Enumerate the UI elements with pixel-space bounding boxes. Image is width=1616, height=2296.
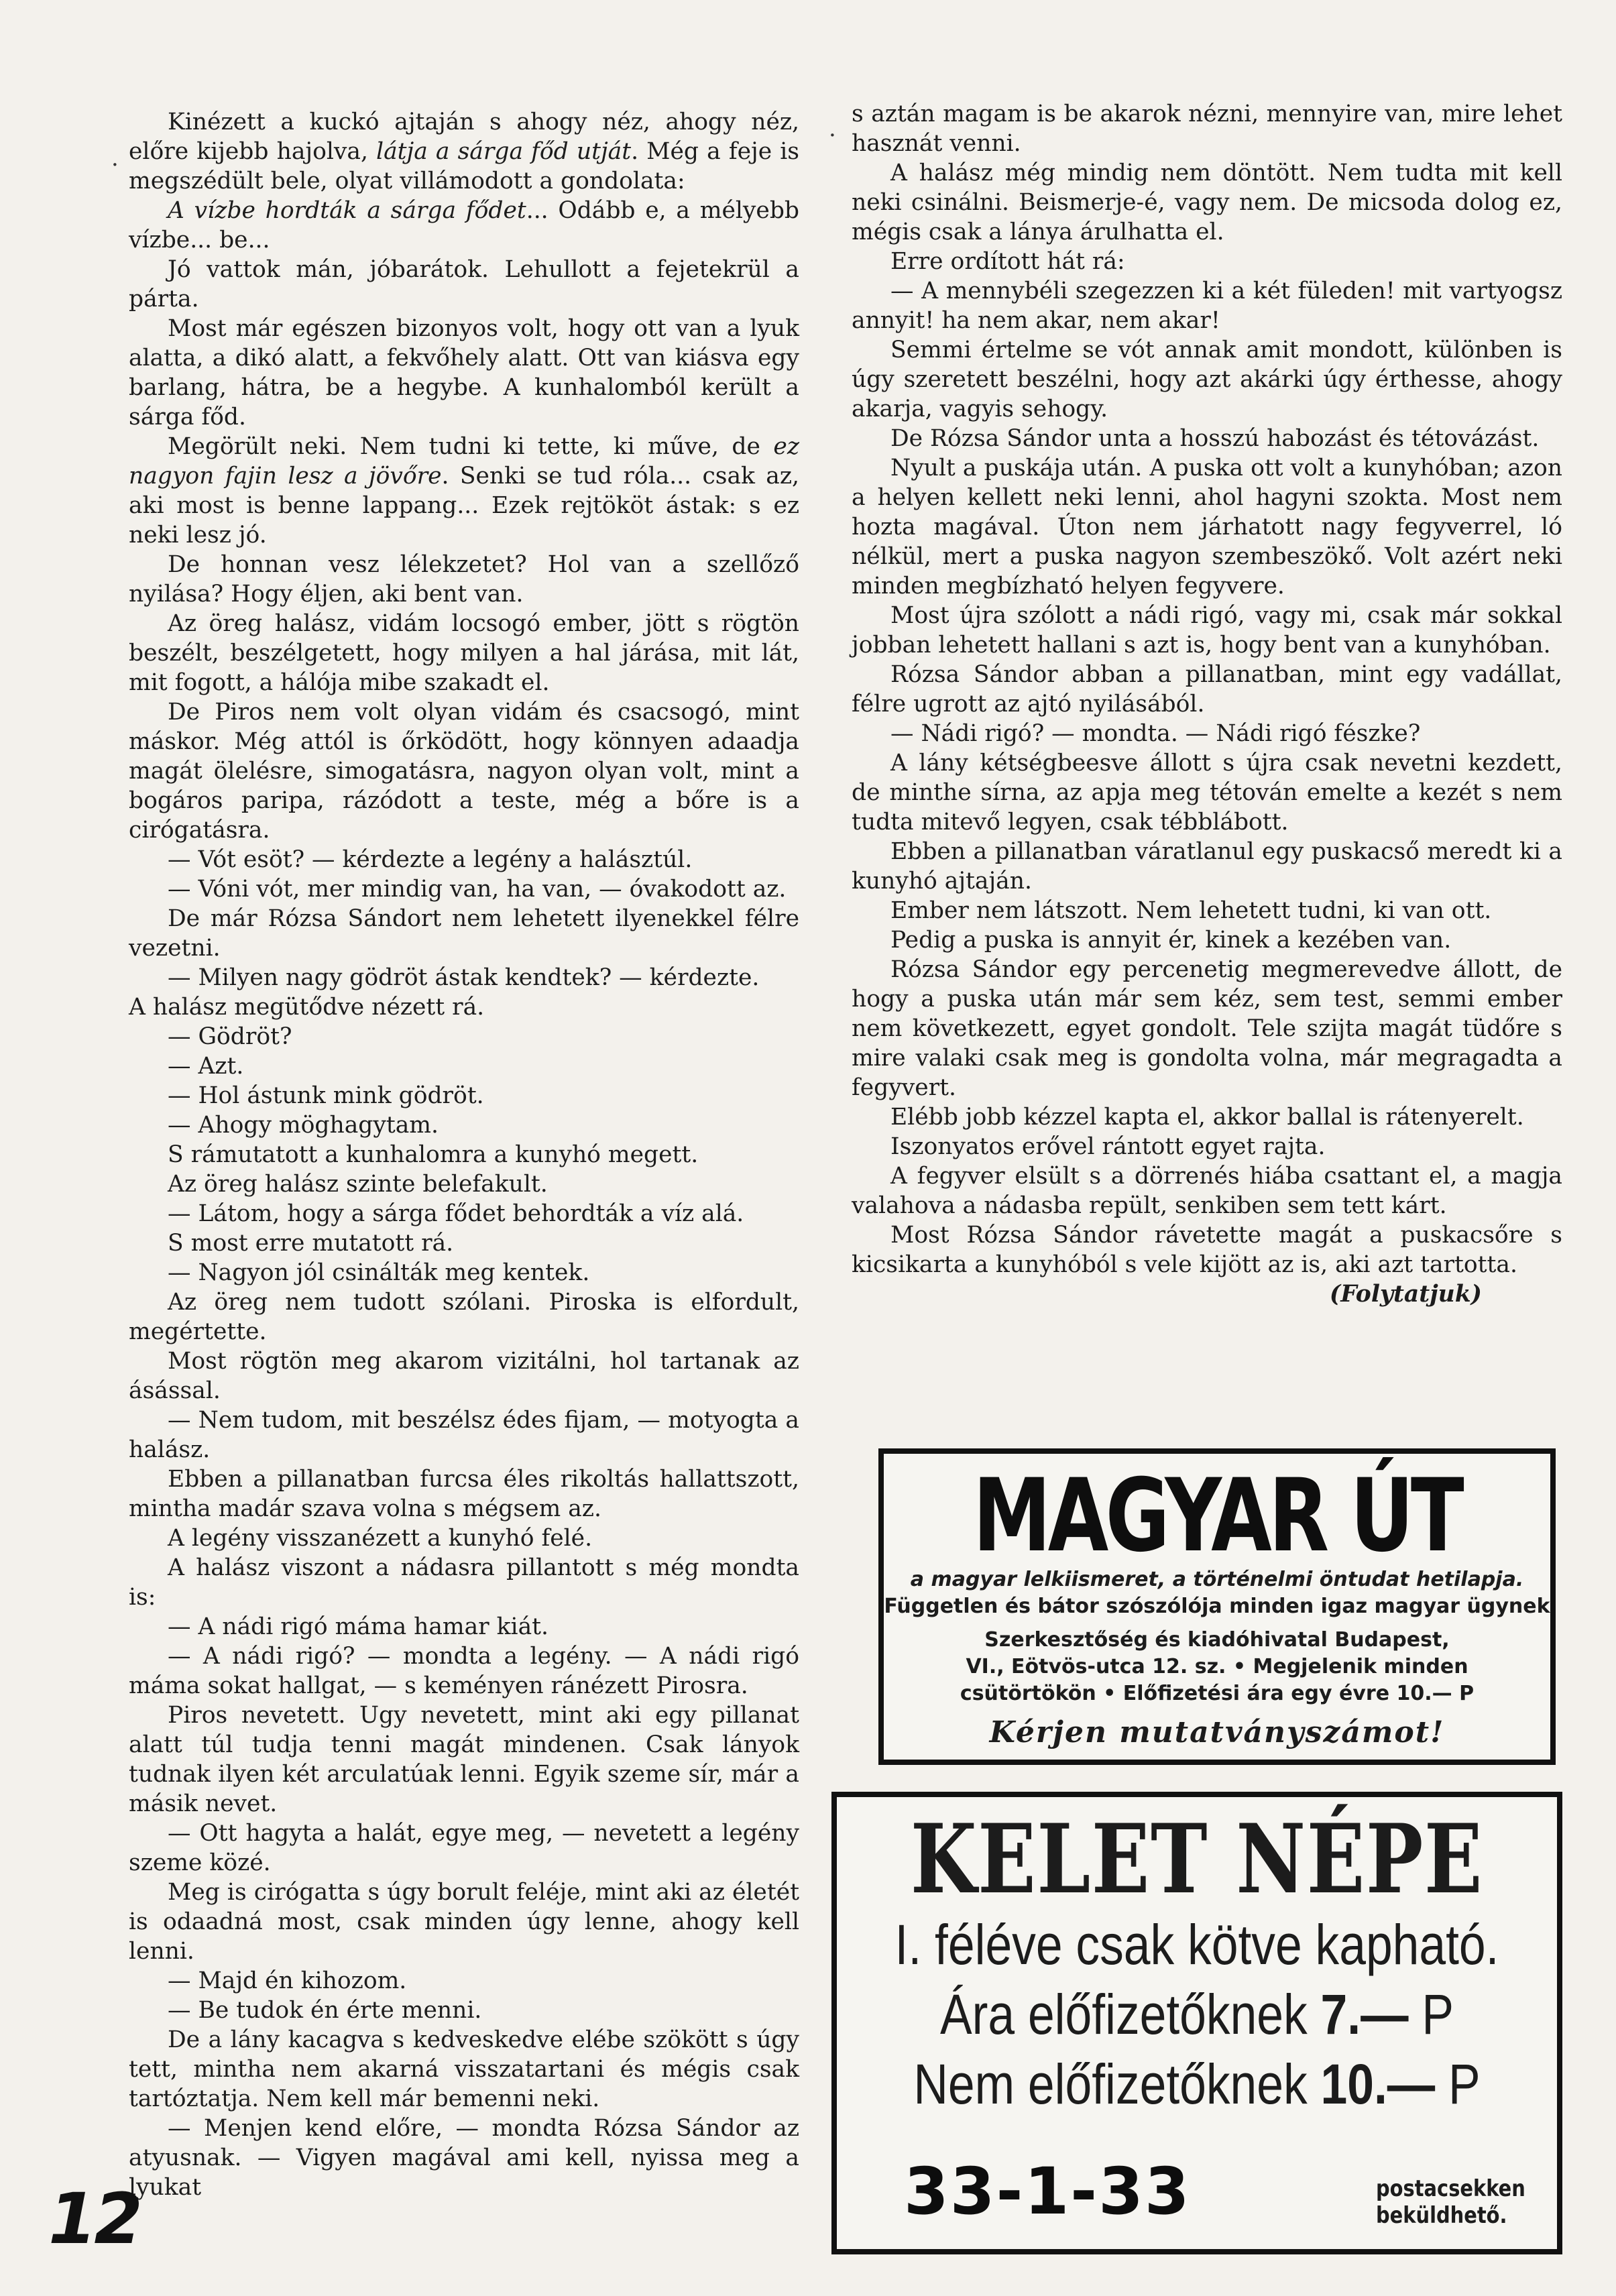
- paragraph-text: — Menjen kend előre, — mondta Rózsa Sándor az atyusnak. — Vigyen magával ami kell, nyissa meg a lyukat: [129, 2115, 799, 2201]
- article-column-left: [129, 107, 799, 2202]
- paragraph-text: A fegyver elsült s a dörrenés hiába csattant el, a magja valahova a nádasba repült, senkiben sem tett kárt.: [852, 1163, 1562, 1219]
- margin-mark: ·: [829, 122, 836, 149]
- paragraph: [129, 609, 799, 697]
- ad-price-value: 10.—: [1320, 2053, 1436, 2116]
- paragraph-text: — Ott hagyta a halát, egye meg, — nevetett a legény szeme közé.: [129, 1820, 799, 1876]
- paragraph: [129, 1878, 799, 1966]
- ad-phone-row: [864, 2154, 1537, 2234]
- paragraph-text: s aztán magam is be akarok nézni, mennyire van, mire lehet hasznát venni.: [852, 101, 1562, 157]
- ad-magyar-ut: [878, 1448, 1556, 1765]
- paragraph: [852, 158, 1562, 247]
- paragraph-text: Meg is cirógatta s úgy borult feléje, mint aki az életét is odaadná most, csak minden úgy lenne, ahogy kell lenni.: [129, 1879, 799, 1965]
- paragraph-text: — Ahogy möghagytam.: [168, 1112, 439, 1139]
- ad-cta: Kérjen mutatványszámot!: [989, 1715, 1445, 1749]
- paragraph-text: A legény visszanézett a kunyhó felé.: [168, 1525, 593, 1552]
- ad-kelet-nepe: [831, 1792, 1562, 2254]
- ad-address-line: VI., Eötvös-utca 12. sz. • Megjelenik minden: [966, 1655, 1468, 1678]
- paragraph-text: — Nagyon jól csinálták meg kentek.: [168, 1259, 590, 1286]
- ad-price-label: Nem előfizetőknek: [913, 2053, 1308, 2116]
- paragraph: [129, 196, 799, 255]
- paragraph: [852, 335, 1562, 424]
- ad-price-line: [891, 2049, 1503, 2119]
- paragraph-text: — Látom, hogy a sárga fődet behordták a víz alá.: [168, 1200, 744, 1227]
- paragraph-text: — A nádi rigó máma hamar kiát.: [168, 1613, 549, 1640]
- margin-mark: ·: [111, 152, 119, 178]
- paragraph-text: De Rózsa Sándor unta a hosszú habozást és tétovázást.: [890, 425, 1540, 452]
- paragraph-text: — Milyen nagy gödröt ástak kendtek? — kérdezte.: [168, 964, 760, 991]
- paragraph-text: Ember nem látszott. Nem lehetett tudni, ki van ott.: [890, 897, 1492, 924]
- paragraph: [852, 660, 1562, 719]
- paragraph: [852, 748, 1562, 837]
- paragraph-text: — Be tudok én érte menni.: [168, 1997, 482, 2024]
- paragraph-text: A halász még mindig nem döntött. Nem tudta mit kell neki csinálni. Beismerje-é, vagy nem. De micsoda dolog ez, mégis csak a lánya árulhatta el.: [852, 160, 1562, 245]
- paragraph: [852, 1132, 1562, 1161]
- paragraph: [129, 1819, 799, 1878]
- paragraph-text: Megörült neki. Nem tudni ki tette, ki műve, de: [168, 433, 774, 460]
- paragraph-text: Kinézett a kuckó ajtaján s ahogy néz, ahogy néz, előre kijebb hajolva,: [129, 109, 799, 165]
- ad-price-line: [891, 1979, 1503, 2049]
- paragraph: [852, 925, 1562, 955]
- paragraph-text: A halász viszont a nádasra pillantott s még mondta is:: [129, 1554, 799, 1611]
- paragraph: [129, 432, 799, 550]
- paragraph-text: De a lány kacagva s kedveskedve elébe szökött s úgy tett, mintha nem akarná visszatartani és mégis csak tartóztatja. Nem kell már bemenni neki.: [129, 2026, 799, 2112]
- paragraph-text: Iszonyatos erővel rántott egyet rajta.: [890, 1133, 1326, 1160]
- paragraph: [852, 1161, 1562, 1220]
- paragraph: [129, 1199, 799, 1228]
- ad-postal-line: beküldhető.: [1376, 2202, 1507, 2229]
- paragraph-text: ... Odább e, a mélyebb vízbe... be...: [129, 197, 799, 253]
- paragraph: [852, 424, 1562, 453]
- paragraph: [129, 697, 799, 845]
- paragraph-text: Nyult a puskája után. A puska ott volt a kunyhóban; azon a helyen kellett neki lenni, ahol hagyni szokta. Most nem hozta magával. Úton nem járhatott nagy fegyverrel, ló nélkül, mert a puska nagyon szembeszökő. Volt azért neki minden megbízható helyen fegyvere.: [852, 455, 1562, 599]
- paragraph: [852, 99, 1562, 158]
- paragraph: [129, 1022, 799, 1051]
- paragraph: [129, 963, 799, 992]
- paragraph: [129, 2025, 799, 2114]
- paragraph-text: — A nádi rigó? — mondta a legény. — A nádi rigó máma sokat hallgat, — s keményen ránézett Pirosra.: [129, 1643, 799, 1699]
- paragraph-text: Most újra szólott a nádi rigó, vagy mi, csak már sokkal jobban lehetett hallani s azt is, hogy bent van a kunyhóban.: [852, 602, 1562, 658]
- paragraph: [852, 247, 1562, 276]
- continued-note: (Folytatjuk): [1329, 1281, 1482, 1308]
- ad-title: KELET NÉPE: [910, 1804, 1484, 1915]
- paragraph: [129, 1642, 799, 1701]
- ad-tagline: a magyar lelkiismeret, a történelmi öntudat hetilapja.: [910, 1568, 1524, 1591]
- paragraph: [129, 845, 799, 874]
- paragraph: [129, 2114, 799, 2202]
- paragraph: [129, 1612, 799, 1642]
- paragraph-text: Most Rózsa Sándor rávetette magát a puskacsőre s kicsikarta a kunyhóból s vele kijött az is, aki azt tartotta.: [852, 1222, 1562, 1278]
- paragraph: [129, 1701, 799, 1819]
- paragraph-text: Ebben a pillanatban váratlanul egy puskacső meredt ki a kunyhó ajtaján.: [852, 838, 1562, 895]
- ad-postal-line: postacsekken: [1376, 2175, 1525, 2202]
- paragraph-text: — Vót esöt? — kérdezte a legény a halásztúl.: [168, 846, 693, 873]
- paragraph-text: S rámutatott a kunhalomra a kunyhó megett.: [168, 1141, 699, 1168]
- paragraph: [129, 1081, 799, 1110]
- paragraph-text: . Még a feje is megszédült bele, olyat villámodott a gondolata:: [129, 138, 799, 194]
- paragraph-text: — A mennybéli szegezzen ki a két füleden! mit vartyogsz annyit! ha nem akar, nem akar!: [852, 278, 1562, 334]
- paragraph-text: Az öreg halász szinte belefakult.: [168, 1171, 548, 1198]
- paragraph: [129, 1140, 799, 1169]
- ad-line: Független és bátor szószólója minden igaz magyar ügynek: [884, 1595, 1550, 1618]
- paragraph-text: — Majd én kihozom.: [168, 1967, 407, 1994]
- paragraph: [852, 896, 1562, 925]
- paragraph: [129, 1996, 799, 2025]
- emphasis-text: ez nagyon fajin lesz a jövőre: [129, 433, 799, 490]
- paragraph-text: Rózsa Sándor abban a pillanatban, mint egy vadállat, félre ugrott az ajtó nyilásából.: [852, 661, 1562, 718]
- ad-address-line: Szerkesztőség és kiadóhivatal Budapest,: [984, 1628, 1450, 1652]
- paragraph-text: Elébb jobb kézzel kapta el, akkor ballal is rátenyerelt.: [890, 1104, 1524, 1131]
- paragraph: [852, 719, 1562, 748]
- paragraph: [129, 904, 799, 963]
- paragraph: [129, 1346, 799, 1405]
- paragraph-text: — Vóni vót, mer mindig van, ha van, — óvakodott az.: [168, 876, 787, 903]
- paragraph-text: De már Rózsa Sándort nem lehetett ilyenekkel félre vezetni.: [129, 905, 799, 962]
- paragraph: [129, 1287, 799, 1346]
- paragraph-text: — Nádi rigó? — mondta. — Nádi rigó fészke?: [890, 720, 1421, 747]
- ad-phone: 33-1-33: [904, 2154, 1191, 2229]
- ad-address-line: csütörtökön • Előfizetési ára egy évre 10.— P: [960, 1682, 1475, 1705]
- paragraph-text: Piros nevetett. Ugy nevetett, mint aki egy pillanat alatt túl tudja tenni magát mindenen. Csak lányok tudnak ilyen két arculatúak lenni. Egyik szeme sír, már a másik nevet.: [129, 1702, 799, 1817]
- paragraph: [129, 107, 799, 196]
- paragraph-text: Az öreg nem tudott szólani. Piroska is elfordult, megértette.: [129, 1289, 799, 1345]
- article-column-right: [852, 99, 1562, 1309]
- ad-line: I. féléve csak kötve kapható.: [894, 1913, 1499, 1976]
- paragraph-text: Jó vattok mán, jóbarátok. Lehullott a fejetekrül a párta.: [129, 256, 799, 312]
- ad-currency: P: [1448, 2053, 1481, 2116]
- paragraph-text: A lány kétségbeesve állott s újra csak nevetni kezdett, de minthe sírna, az apja meg tétován emelte a kezét s nem tudta mitevő legyen, csak tébblábott.: [852, 750, 1562, 836]
- paragraph-text: Most már egészen bizonyos volt, hogy ott van a lyuk alatta, a dikó alatt, a fekvőhely alatt. Ott van kiásva egy barlang, hátra, be a hegybe. A kunhalomból került a sárga főd.: [129, 315, 799, 431]
- paragraph: [852, 453, 1562, 601]
- paragraph-text: . Senki se tud róla... csak az, aki most is benne lappang... Ezek rejtököt ástak: s ez neki lesz jó.: [129, 463, 799, 549]
- paragraph-text: Most rögtön meg akarom vizitálni, hol tartanak az ásással.: [129, 1348, 799, 1404]
- paragraph-text: — Gödröt?: [168, 1023, 292, 1050]
- paragraph: [852, 837, 1562, 896]
- paragraph-text: Az öreg halász, vidám locsogó ember, jött s rögtön beszélt, beszélgetett, hogy milyen a hal járása, mit lát, mit fogott, a hálója mibe szakadt el.: [129, 610, 799, 696]
- paragraph-text: — Nem tudom, mit beszélsz édes fijam, — motyogta a halász.: [129, 1407, 799, 1463]
- paragraph: [129, 874, 799, 904]
- paragraph-text: Pedig a puska is annyit ér, kinek a kezében van.: [890, 927, 1452, 954]
- paragraph-text: De honnan vesz lélekzetet? Hol van a szellőző nyilása? Hogy éljen, aki bent van.: [129, 551, 799, 608]
- paragraph: [129, 1110, 799, 1140]
- paragraph-text: Rózsa Sándor egy percenetig megmerevedve állott, de hogy a puska után már sem kéz, sem test, semmi ember nem következett, egyet gondolt. Tele szijta magát tüdőre s mire valaki csak meg is gondolta volna, már megragadta a fegyvert.: [852, 956, 1562, 1101]
- ad-logo: MAGYAR ÚT: [972, 1458, 1462, 1574]
- ad-price-label: Ára előfizetőknek: [940, 1983, 1308, 2046]
- paragraph: [129, 1051, 799, 1081]
- paragraph-text: Ebben a pillanatban furcsa éles rikoltás hallattszott, mintha madár szava volna s mégsem az.: [129, 1466, 799, 1522]
- paragraph-text: — Hol ástunk mink gödröt.: [168, 1082, 484, 1109]
- paragraph: [129, 314, 799, 432]
- paragraph-text: Semmi értelme se vót annak amit mondott, különben is úgy szeretett beszélni, hogy azt akárki úgy érthesse, ahogy akarja, vagyis sehogy.: [852, 337, 1562, 422]
- emphasis-text: látja a sárga főd utját: [376, 138, 632, 165]
- paragraph: [129, 550, 799, 609]
- paragraph: [129, 1405, 799, 1465]
- paragraph: [852, 1102, 1562, 1132]
- paragraph: [129, 1553, 799, 1612]
- paragraph: [852, 601, 1562, 660]
- paragraph-text: Erre ordított hát rá:: [890, 248, 1125, 275]
- ad-currency: P: [1422, 1983, 1454, 2046]
- paragraph-text: A halász megütődve nézett rá.: [129, 994, 485, 1021]
- paragraph-text: De Piros nem volt olyan vidám és csacsogó, mint máskor. Még attól is őrködött, hogy könnyen adaadja magát ölelésre, simogatásra, nagyon olyan volt, mint a bogáros paripa, rázódott a teste, még a bőre is a cirógatásra.: [129, 699, 799, 844]
- paragraph: [852, 955, 1562, 1102]
- ad-price-value: 7.—: [1320, 1983, 1409, 2046]
- paragraph: [852, 276, 1562, 335]
- emphasis-text: A vízbe hordták a sárga fődet: [168, 197, 526, 224]
- paragraph: [129, 1524, 799, 1553]
- ad-postal-note: [1376, 2175, 1525, 2229]
- paragraph: [129, 1169, 799, 1199]
- paragraph: [129, 1966, 799, 1996]
- paragraph: [129, 1258, 799, 1287]
- paragraph: [129, 255, 799, 314]
- paragraph: [129, 992, 799, 1022]
- page-number: 12: [48, 2178, 140, 2260]
- paragraph: [852, 1220, 1562, 1279]
- paragraph-text: S most erre mutatott rá.: [168, 1230, 454, 1257]
- paragraph-text: — Azt.: [168, 1053, 244, 1080]
- paragraph: [129, 1228, 799, 1258]
- paragraph: [129, 1465, 799, 1524]
